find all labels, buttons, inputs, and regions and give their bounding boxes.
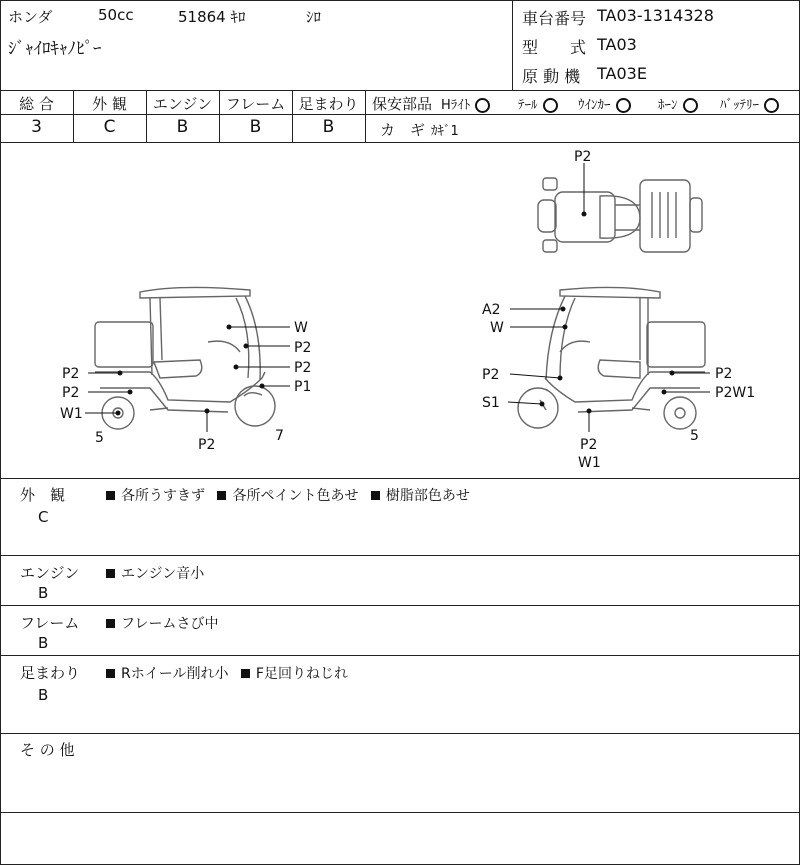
key-value: ｶｷﾞ1 xyxy=(431,124,459,139)
engine-value: TA03E xyxy=(597,64,647,83)
bullet-square-icon xyxy=(371,491,380,500)
remarks-sep xyxy=(0,733,800,734)
safety-item-horn: ﾎｰﾝ xyxy=(658,94,698,113)
header-divider xyxy=(512,0,513,90)
bullet-square-icon xyxy=(217,491,226,500)
left-label-p1: P1 xyxy=(294,379,312,395)
right-label-w: W xyxy=(490,320,504,336)
safety-item-battery: ﾊﾞｯﾃﾘｰ xyxy=(720,94,779,113)
grade-value-frame: B xyxy=(249,117,262,137)
chassis-value: TA03-1314328 xyxy=(597,6,714,25)
mileage: 51864 ｷﾛ xyxy=(178,8,246,26)
grade-header-overall: 総 合 xyxy=(19,95,54,113)
remark-label-suspension: 足まわり xyxy=(20,664,81,682)
remark-grade-suspension: B xyxy=(38,686,49,704)
safety-mid xyxy=(366,114,800,115)
remark-label-frame: フレーム xyxy=(20,614,80,632)
safety-item-winker: ｳｲﾝｶｰ xyxy=(578,94,631,113)
damage-diagram xyxy=(0,142,800,477)
safety-item-tail: ﾃｰﾙ xyxy=(518,94,558,113)
engine-label: 原 動 機 xyxy=(522,67,581,86)
bullet-square-icon xyxy=(106,491,115,500)
remark-grade-engine: B xyxy=(38,584,49,602)
type-value: TA03 xyxy=(597,35,637,54)
ok-circle-icon xyxy=(683,98,698,113)
ok-circle-icon xyxy=(543,98,558,113)
remarks-bottom xyxy=(0,812,800,813)
remark-items-frame: フレームさび中 xyxy=(106,613,218,633)
remarks-top xyxy=(0,478,800,479)
model-name: ｼﾞｬｲﾛｷｬﾉﾋﾟｰ xyxy=(8,39,102,59)
left-label-rear-wheel: 7 xyxy=(275,428,284,444)
remarks-sep xyxy=(0,555,800,556)
grade-table-mid xyxy=(0,114,366,115)
grade-table-top xyxy=(0,90,800,91)
ok-circle-icon xyxy=(475,98,490,113)
remark-grade-exterior: C xyxy=(38,508,49,526)
right-label-p2: P2 xyxy=(482,367,500,383)
safety-item-headlight: Hﾗｲﾄ xyxy=(441,94,490,113)
remark-items-exterior: 各所うすきず 各所ペイント色あせ 樹脂部色あせ xyxy=(106,485,470,505)
left-label-w1: W1 xyxy=(60,406,83,422)
left-label-p2a: P2 xyxy=(294,340,312,356)
grade-header-engine: エンジン xyxy=(152,95,213,113)
remark-label-other: そ の 他 xyxy=(20,741,75,759)
grade-header-frame: フレーム xyxy=(225,95,286,113)
grade-header-suspension: 足まわり xyxy=(298,95,359,113)
top-view-label: P2 xyxy=(574,149,592,165)
type-label: 型 式 xyxy=(522,38,587,57)
bullet-square-icon xyxy=(106,669,115,678)
right-label-bottom-w1: W1 xyxy=(578,455,601,471)
right-label-s1: S1 xyxy=(482,395,500,411)
bullet-square-icon xyxy=(241,669,250,678)
left-label-p2-front1: P2 xyxy=(62,366,80,382)
grade-value-engine: B xyxy=(176,117,189,137)
left-label-p2b: P2 xyxy=(294,360,312,376)
remark-grade-frame: B xyxy=(38,634,49,652)
displacement: 50cc xyxy=(98,6,134,24)
maker: ホンダ xyxy=(8,8,53,26)
bullet-square-icon xyxy=(106,619,115,628)
chassis-label: 車台番号 xyxy=(522,9,587,28)
grade-col-sep xyxy=(365,90,366,142)
remarks-sep xyxy=(0,655,800,656)
grade-header-exterior: 外 観 xyxy=(92,95,127,113)
left-label-front-wheel: 5 xyxy=(95,430,104,446)
safety-label: 保安部品 xyxy=(372,95,433,113)
remark-items-engine: エンジン音小 xyxy=(106,563,204,583)
right-label-p2w1: P2W1 xyxy=(715,385,756,401)
right-label-a2: A2 xyxy=(482,302,501,318)
remark-label-exterior: 外 観 xyxy=(20,486,66,504)
bullet-square-icon xyxy=(106,569,115,578)
left-view-vehicle xyxy=(95,287,275,429)
grade-value-suspension: B xyxy=(322,117,335,137)
right-label-p2-rear: P2 xyxy=(715,366,733,382)
left-label-bottom: P2 xyxy=(198,437,216,453)
left-label-p2-front2: P2 xyxy=(62,385,80,401)
ok-circle-icon xyxy=(764,98,779,113)
remark-items-suspension: Rホイール削れ小 F足回りねじれ xyxy=(106,663,348,683)
right-label-wheel: 5 xyxy=(690,428,699,444)
ok-circle-icon xyxy=(616,98,631,113)
remarks-sep xyxy=(0,605,800,606)
grade-value-exterior: C xyxy=(103,117,116,137)
key-label: カ ギ xyxy=(380,121,426,139)
remark-label-engine: エンジン xyxy=(20,564,80,582)
grade-value-overall: 3 xyxy=(31,117,42,137)
left-label-w: W xyxy=(294,320,308,336)
right-label-bottom-p2: P2 xyxy=(580,437,598,453)
body-color: ｼﾛ xyxy=(306,8,322,26)
top-view-vehicle xyxy=(538,178,702,252)
